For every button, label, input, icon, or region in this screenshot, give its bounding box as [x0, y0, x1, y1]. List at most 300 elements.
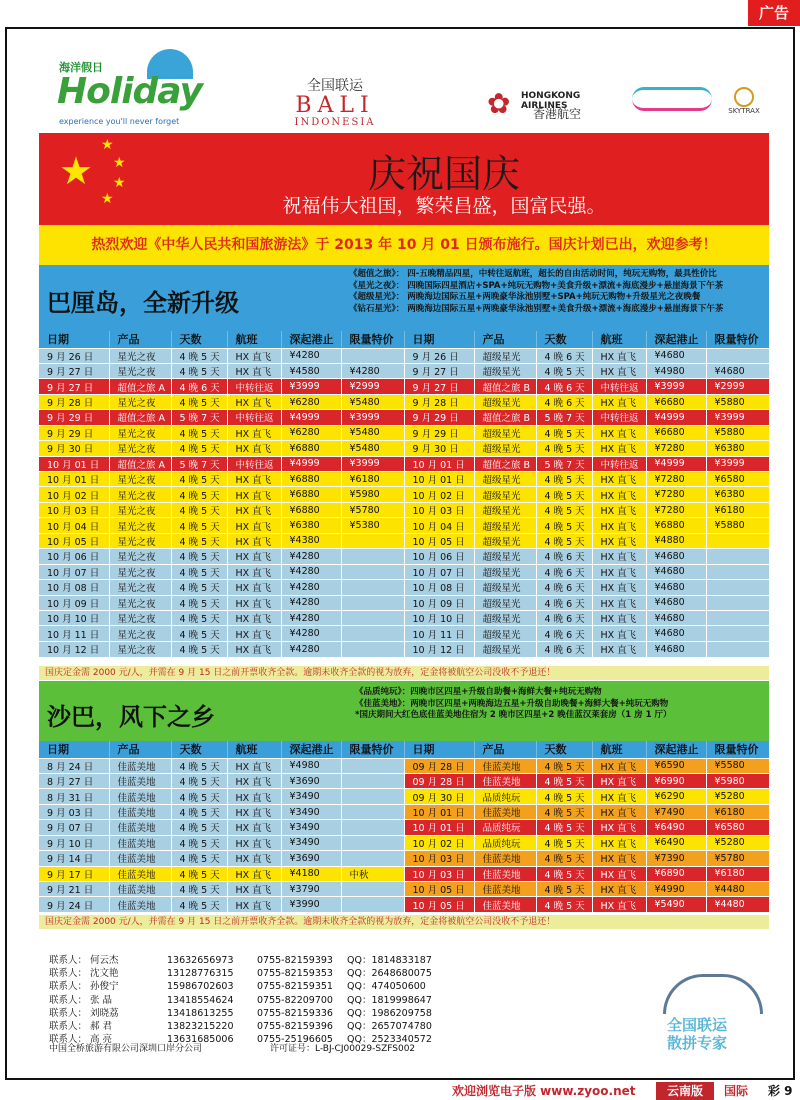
contact-name: 联系人： 沈文艳: [49, 968, 119, 980]
table-cell: 中转往返: [592, 379, 646, 394]
table-cell: ¥6180: [706, 866, 769, 881]
table-cell: HX 直飞: [227, 472, 281, 487]
bali-column-header: 限量特价: [706, 331, 769, 348]
table-row: [39, 441, 769, 456]
table-cell: 4 晚 5 天: [536, 502, 592, 517]
table-cell: ¥4980: [646, 363, 706, 378]
table-cell: 超级星光: [474, 394, 536, 409]
table-cell: ¥5580: [706, 758, 769, 773]
table-cell: HX 直飞: [592, 804, 646, 819]
star-icon: ★: [59, 149, 94, 193]
section-category: 国际: [724, 1084, 749, 1098]
contact-name: 联系人： 高 亮: [49, 1034, 113, 1046]
table-cell: 星光之夜: [109, 641, 171, 656]
table-cell: ¥4480: [706, 897, 769, 912]
table-cell: ¥5280: [706, 789, 769, 804]
contact-row: [49, 967, 537, 980]
table-cell: HX 直飞: [592, 595, 646, 610]
contact-qq: QQ：1814833187: [347, 955, 432, 966]
table-cell: ¥6680: [646, 394, 706, 409]
table-cell: 星光之夜: [109, 394, 171, 409]
holiday-logo: [57, 49, 202, 129]
table-cell: 10 月 03 日: [404, 866, 474, 881]
bali-desc-line: 《超级星光》： 两晚海边国际五星+两晚豪华泳池别墅+SPA+纯玩无购物+升级星光之夜晚餐: [349, 292, 701, 302]
website-link[interactable]: 欢迎浏览电子版 www.zyoo.net: [452, 1084, 636, 1098]
table-cell: 超级星光: [474, 472, 536, 487]
table-cell: [341, 820, 404, 835]
table-cell: 9 月 27 日: [39, 379, 109, 394]
table-cell: HX 直飞: [227, 549, 281, 564]
table-cell: 9 月 28 日: [39, 394, 109, 409]
table-cell: ¥4680: [646, 595, 706, 610]
table-cell: 8 月 24 日: [39, 758, 109, 773]
table-cell: 超级星光: [474, 641, 536, 656]
table-cell: 佳蓝美地: [474, 882, 536, 897]
brand-logo-line1: 全国联运: [667, 1016, 728, 1034]
table-cell: ¥6680: [646, 425, 706, 440]
table-cell: ¥7280: [646, 441, 706, 456]
table-cell: ¥6880: [281, 472, 341, 487]
table-cell: 4 晚 5 天: [536, 851, 592, 866]
star-icon: ★: [113, 175, 126, 191]
table-cell: HX 直飞: [592, 897, 646, 912]
hongkong-airlines-logo: [487, 87, 627, 127]
contact-row: [49, 1020, 537, 1033]
table-cell: [341, 533, 404, 548]
table-row: [39, 410, 769, 425]
bali-desc-line: 《星光之夜》： 四晚国际四星酒店+SPA+纯玩无购物+美食升级+漂流+海底漫步+悬崖海景下午茶: [349, 280, 724, 291]
table-cell: 10 月 02 日: [39, 487, 109, 502]
table-cell: 超级星光: [474, 610, 536, 625]
table-cell: ¥7280: [646, 472, 706, 487]
table-cell: 中转往返: [227, 379, 281, 394]
table-row: [39, 425, 769, 440]
contact-mobile: 13632656973: [167, 955, 234, 966]
table-cell: 10 月 01 日: [404, 804, 474, 819]
table-cell: 10 月 03 日: [404, 851, 474, 866]
table-cell: 5 晚 7 天: [171, 410, 227, 425]
contact-name: 联系人： 何云杰: [49, 955, 119, 966]
bali-column-header: 日期: [39, 331, 109, 348]
table-cell: HX 直飞: [227, 595, 281, 610]
table-cell: 4 晚 5 天: [171, 897, 227, 912]
sabah-column-header: 天数: [171, 741, 227, 758]
sabah-desc-line: 《佳蓝美地》：两晚市区四星+两晚海边五星+升级自助晚餐+海鲜大餐+纯玩无购物: [355, 698, 669, 709]
table-cell: ¥4680: [706, 363, 769, 378]
table-cell: 星光之夜: [109, 441, 171, 456]
table-cell: 10 月 07 日: [39, 564, 109, 579]
table-cell: ¥3999: [341, 410, 404, 425]
contact-phone: 0755-82159351: [257, 981, 333, 993]
table-cell: 4 晚 5 天: [171, 425, 227, 440]
table-cell: 10 月 04 日: [39, 518, 109, 533]
table-cell: ¥3990: [281, 897, 341, 912]
table-cell: 4 晚 5 天: [171, 518, 227, 533]
table-cell: HX 直飞: [592, 641, 646, 656]
table-cell: ¥6990: [646, 773, 706, 788]
table-cell: HX 直飞: [227, 626, 281, 641]
table-cell: 4 晚 5 天: [171, 851, 227, 866]
table-cell: ¥4680: [646, 610, 706, 625]
contact-row: [49, 1007, 537, 1020]
table-cell: [341, 851, 404, 866]
table-cell: HX 直飞: [592, 564, 646, 579]
table-cell: ¥4280: [281, 610, 341, 625]
ad-tag: 广告: [748, 0, 800, 26]
table-cell: 4 晚 5 天: [171, 363, 227, 378]
table-cell: 9 月 26 日: [404, 348, 474, 363]
table-cell: HX 直飞: [227, 789, 281, 804]
table-cell: 4 晚 6 天: [536, 595, 592, 610]
table-cell: 9 月 27 日: [404, 379, 474, 394]
table-cell: 4 晚 5 天: [536, 804, 592, 819]
table-cell: 星光之夜: [109, 472, 171, 487]
table-cell: HX 直飞: [227, 363, 281, 378]
table-cell: 10 月 07 日: [404, 564, 474, 579]
table-cell: 4 晚 5 天: [536, 425, 592, 440]
table-cell: [341, 804, 404, 819]
table-cell: 4 晚 5 天: [536, 820, 592, 835]
table-cell: 超级星光: [474, 564, 536, 579]
table-cell: 9 月 29 日: [404, 410, 474, 425]
table-cell: ¥6290: [646, 789, 706, 804]
table-cell: 10 月 01 日: [39, 456, 109, 471]
table-cell: 4 晚 5 天: [171, 580, 227, 595]
sabah-column-header: 航班: [227, 741, 281, 758]
table-cell: 10 月 06 日: [39, 549, 109, 564]
table-cell: [341, 564, 404, 579]
hka-en: HONGKONG AIRLINES: [521, 91, 581, 111]
table-cell: 9 月 29 日: [39, 410, 109, 425]
table-cell: ¥4280: [281, 641, 341, 656]
table-cell: 9 月 27 日: [39, 363, 109, 378]
table-cell: 超级星光: [474, 533, 536, 548]
table-cell: HX 直飞: [227, 564, 281, 579]
table-cell: [706, 348, 769, 363]
bali-desc-line: 《超值之旅》： 四-五晚精品四星，中转往返航班，超长的自由活动时间，纯玩无购物，最具性价比: [349, 269, 717, 279]
table-cell: 10 月 11 日: [404, 626, 474, 641]
contact-qq: QQ：474050600: [347, 981, 426, 993]
table-row: [39, 820, 769, 835]
table-cell: ¥5280: [706, 835, 769, 850]
table-cell: 4 晚 6 天: [536, 379, 592, 394]
table-cell: 4 晚 5 天: [171, 882, 227, 897]
sabah-package-descriptions: [355, 687, 671, 722]
table-cell: 佳蓝美地: [109, 897, 171, 912]
table-cell: 4 晚 5 天: [171, 835, 227, 850]
table-cell: 4 晚 6 天: [536, 348, 592, 363]
table-cell: ¥6890: [646, 866, 706, 881]
table-cell: 8 月 27 日: [39, 773, 109, 788]
table-cell: ¥7490: [646, 804, 706, 819]
table-cell: 10 月 03 日: [404, 502, 474, 517]
table-cell: ¥7280: [646, 487, 706, 502]
table-cell: 中转往返: [227, 456, 281, 471]
contact-phone: 0755-82159336: [257, 1007, 333, 1019]
table-cell: 中转往返: [592, 456, 646, 471]
sabah-section-title: 沙巴，风下之乡: [47, 703, 215, 731]
table-cell: 中转往返: [227, 410, 281, 425]
table-cell: ¥5480: [341, 441, 404, 456]
table-cell: HX 直飞: [592, 820, 646, 835]
table-cell: ¥3999: [706, 456, 769, 471]
bali-logo-line1: 全国联运: [307, 78, 363, 94]
brand-logo-line2: 散拼专家: [667, 1034, 728, 1052]
table-cell: 4 晚 5 天: [171, 595, 227, 610]
table-cell: HX 直飞: [592, 851, 646, 866]
table-cell: ¥6180: [341, 472, 404, 487]
table-cell: 超级星光: [474, 595, 536, 610]
contact-phone: 0755-25196605: [257, 1034, 333, 1046]
table-cell: ¥7390: [646, 851, 706, 866]
table-cell: HX 直飞: [227, 394, 281, 409]
table-cell: 9 月 27 日: [404, 363, 474, 378]
table-cell: 品质纯玩: [474, 820, 536, 835]
bali-section-title: 巴厘岛，全新升级: [47, 289, 239, 317]
table-cell: 4 晚 5 天: [536, 441, 592, 456]
table-cell: ¥5380: [341, 518, 404, 533]
table-cell: 4 晚 5 天: [171, 789, 227, 804]
sabah-column-header: 限量特价: [341, 741, 404, 758]
table-cell: 4 晚 5 天: [171, 564, 227, 579]
table-cell: ¥3790: [281, 882, 341, 897]
table-cell: ¥4280: [281, 595, 341, 610]
table-cell: HX 直飞: [592, 394, 646, 409]
table-cell: ¥6380: [281, 518, 341, 533]
table-cell: 9 月 17 日: [39, 866, 109, 881]
table-cell: HX 直飞: [227, 487, 281, 502]
sabah-desc-line: 《品质纯玩》：四晚市区四星+升级自助餐+海鲜大餐+纯玩无购物: [355, 687, 602, 697]
table-cell: 佳蓝美地: [109, 820, 171, 835]
table-cell: 超级星光: [474, 626, 536, 641]
table-row: [39, 641, 769, 656]
table-cell: ¥5490: [646, 897, 706, 912]
table-cell: ¥6490: [646, 820, 706, 835]
table-cell: 佳蓝美地: [109, 882, 171, 897]
table-cell: 4 晚 5 天: [171, 820, 227, 835]
table-cell: [341, 897, 404, 912]
contact-mobile: 13128776315: [167, 968, 234, 980]
table-cell: 4 晚 5 天: [536, 363, 592, 378]
table-row: [39, 789, 769, 804]
table-cell: 超值之旅 A: [109, 379, 171, 394]
table-cell: HX 直飞: [227, 441, 281, 456]
table-cell: HX 直飞: [592, 363, 646, 378]
table-cell: [341, 549, 404, 564]
table-cell: [706, 549, 769, 564]
table-cell: 10 月 08 日: [39, 580, 109, 595]
table-cell: HX 直飞: [227, 758, 281, 773]
table-cell: [706, 610, 769, 625]
table-cell: ¥4680: [646, 549, 706, 564]
table-cell: ¥6380: [706, 487, 769, 502]
table-cell: ¥5880: [706, 518, 769, 533]
table-cell: HX 直飞: [592, 487, 646, 502]
table-cell: HX 直飞: [227, 580, 281, 595]
table-cell: HX 直飞: [592, 549, 646, 564]
table-row: [39, 626, 769, 641]
table-cell: 4 晚 6 天: [536, 394, 592, 409]
table-cell: 9 月 21 日: [39, 882, 109, 897]
banner-title: 庆祝国庆: [367, 152, 520, 196]
table-cell: ¥6880: [646, 518, 706, 533]
table-cell: ¥6490: [646, 835, 706, 850]
sabah-column-header: 日期: [39, 741, 109, 758]
table-cell: HX 直飞: [227, 502, 281, 517]
table-cell: 4 晚 5 天: [171, 866, 227, 881]
table-cell: 4 晚 5 天: [171, 533, 227, 548]
table-cell: ¥4999: [281, 410, 341, 425]
table-cell: 4 晚 5 天: [171, 758, 227, 773]
table-cell: [706, 641, 769, 656]
contact-qq: QQ：2657074780: [347, 1021, 432, 1033]
table-cell: 4 晚 6 天: [536, 626, 592, 641]
sabah-column-header: 天数: [536, 741, 592, 758]
holiday-logo-tagline: experience you'll never forget: [59, 117, 180, 126]
contact-mobile: 13418613255: [167, 1007, 234, 1019]
table-cell: ¥4880: [646, 533, 706, 548]
table-row: [39, 564, 769, 579]
table-cell: HX 直飞: [227, 518, 281, 533]
contact-name: 联系人： 张 晶: [49, 994, 113, 1006]
table-cell: [341, 835, 404, 850]
table-row: [39, 456, 769, 471]
table-row: [39, 472, 769, 487]
contact-row: [49, 954, 537, 967]
table-cell: ¥3999: [646, 379, 706, 394]
table-cell: 星光之夜: [109, 348, 171, 363]
table-cell: 佳蓝美地: [474, 897, 536, 912]
bali-column-header: 产品: [109, 331, 171, 348]
table-cell: ¥5980: [706, 773, 769, 788]
table-row: [39, 580, 769, 595]
table-cell: ¥6590: [646, 758, 706, 773]
table-cell: [341, 641, 404, 656]
brand-logo: [657, 974, 767, 1054]
table-cell: 4 晚 5 天: [171, 804, 227, 819]
table-cell: HX 直飞: [227, 773, 281, 788]
table-row: [39, 549, 769, 564]
table-cell: 星光之夜: [109, 425, 171, 440]
table-cell: HX 直飞: [227, 641, 281, 656]
table-cell: 佳蓝美地: [474, 851, 536, 866]
sabah-desc-line: *国庆期间大红色底佳蓝美地住宿为 2 晚市区四星+2 晚佳蓝汉莱套房（1 房 1 厅）: [355, 710, 672, 720]
table-cell: 10 月 05 日: [404, 533, 474, 548]
table-cell: [341, 773, 404, 788]
bali-logo: [255, 75, 415, 128]
table-cell: ¥6180: [706, 502, 769, 517]
table-cell: 中秋: [341, 866, 404, 881]
national-day-banner: [39, 133, 769, 225]
table-cell: 4 晚 5 天: [171, 348, 227, 363]
table-cell: 4 晚 5 天: [536, 758, 592, 773]
table-cell: HX 直飞: [592, 626, 646, 641]
contact-qq: QQ：2523340572: [347, 1034, 432, 1046]
table-cell: 中转往返: [592, 410, 646, 425]
table-cell: 10 月 01 日: [404, 820, 474, 835]
edition-badge: 云南版: [656, 1082, 714, 1100]
swoosh-icon: [663, 974, 763, 1014]
table-cell: [706, 580, 769, 595]
contact-qq: QQ：1986209758: [347, 1007, 432, 1019]
sabah-column-header: 限量特价: [706, 741, 769, 758]
table-cell: 超值之旅 A: [109, 456, 171, 471]
page-footer: [0, 1082, 800, 1100]
table-cell: HX 直飞: [227, 882, 281, 897]
table-cell: ¥4680: [646, 564, 706, 579]
star-icon: ★: [101, 191, 114, 207]
table-cell: [706, 595, 769, 610]
contact-qq: QQ：1819998647: [347, 994, 432, 1006]
table-cell: ¥4999: [646, 410, 706, 425]
table-cell: 10 月 12 日: [39, 641, 109, 656]
table-row: [39, 379, 769, 394]
contact-phone: 0755-82159353: [257, 968, 333, 980]
table-cell: ¥5880: [706, 394, 769, 409]
table-cell: ¥6880: [281, 441, 341, 456]
sabah-column-header: 产品: [474, 741, 536, 758]
table-cell: ¥3690: [281, 851, 341, 866]
table-cell: ¥4680: [646, 580, 706, 595]
table-cell: 4 晚 6 天: [536, 610, 592, 625]
table-cell: [706, 626, 769, 641]
table-cell: 10 月 09 日: [39, 595, 109, 610]
sabah-deposit-footnote: 国庆定金需 2000 元/人，并需在 9 月 15 日之前开票收齐全款。逾期未收齐全款的视为放弃，定金将被航空公司没收不予退还！: [39, 915, 769, 929]
table-cell: 10 月 01 日: [404, 456, 474, 471]
table-row: [39, 595, 769, 610]
table-cell: 09 月 28 日: [404, 773, 474, 788]
contact-phone: 0755-82159396: [257, 1021, 333, 1033]
table-cell: ¥3490: [281, 820, 341, 835]
table-cell: 10 月 01 日: [404, 472, 474, 487]
bali-column-header: 深起港止: [281, 331, 341, 348]
logo-strip: [7, 29, 793, 131]
table-cell: ¥6580: [706, 820, 769, 835]
table-cell: HX 直飞: [227, 820, 281, 835]
table-cell: ¥5480: [341, 425, 404, 440]
table-cell: ¥4280: [281, 580, 341, 595]
table-cell: ¥3999: [341, 456, 404, 471]
table-cell: [341, 580, 404, 595]
table-cell: 10 月 05 日: [404, 882, 474, 897]
table-cell: 10 月 05 日: [39, 533, 109, 548]
table-row: [39, 758, 769, 773]
table-cell: 品质纯玩: [474, 835, 536, 850]
table-cell: 佳蓝美地: [109, 835, 171, 850]
table-cell: ¥5480: [341, 394, 404, 409]
table-cell: 星光之夜: [109, 626, 171, 641]
table-row: [39, 882, 769, 897]
table-cell: [341, 758, 404, 773]
table-cell: ¥3490: [281, 789, 341, 804]
table-cell: 星光之夜: [109, 564, 171, 579]
table-cell: 9 月 07 日: [39, 820, 109, 835]
table-cell: HX 直飞: [592, 758, 646, 773]
table-cell: 4 晚 5 天: [536, 533, 592, 548]
table-cell: 10 月 09 日: [404, 595, 474, 610]
table-row: [39, 610, 769, 625]
table-cell: 超值之旅 B: [474, 410, 536, 425]
table-cell: 星光之夜: [109, 518, 171, 533]
contact-mobile: 13823215220: [167, 1021, 234, 1033]
sabah-column-header: 产品: [109, 741, 171, 758]
table-row: [39, 363, 769, 378]
table-cell: ¥5880: [706, 425, 769, 440]
table-cell: 9 月 29 日: [39, 425, 109, 440]
table-cell: 超级星光: [474, 580, 536, 595]
table-cell: 佳蓝美地: [109, 789, 171, 804]
table-cell: 9 月 10 日: [39, 835, 109, 850]
